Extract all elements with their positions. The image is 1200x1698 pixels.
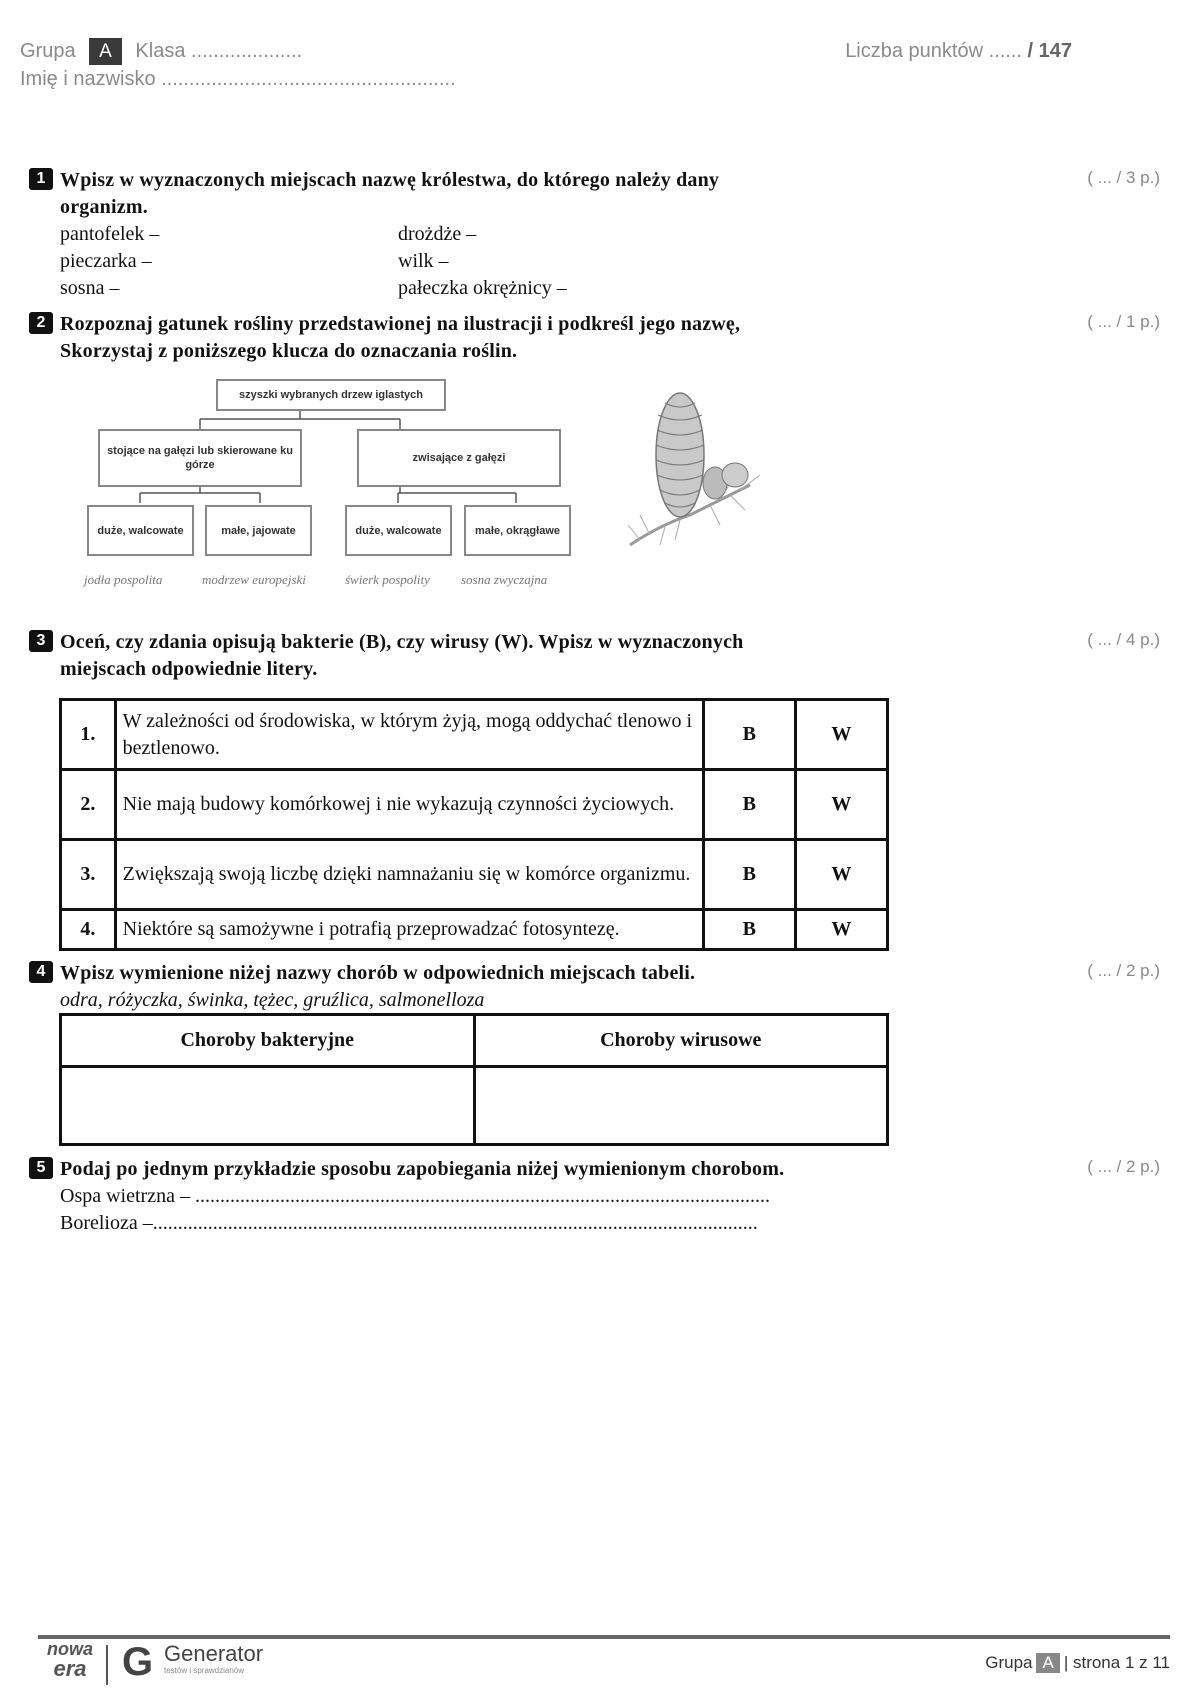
generator-title: Generator [164, 1641, 264, 1666]
question-3-line2: miejscach odpowiednie litery. [60, 658, 318, 680]
answer-w-cell[interactable]: W [795, 910, 887, 950]
group-badge: A [89, 38, 122, 65]
question-5-number: 5 [29, 1157, 53, 1179]
logo-nowa: nowa [46, 1639, 93, 1659]
bacteria-virus-table [59, 698, 889, 951]
name-label: Imię i nazwisko ..................................................... [20, 68, 456, 90]
col-viral: Choroby wirusowe [474, 1015, 888, 1067]
bacterial-answer-cell[interactable] [61, 1067, 475, 1145]
table-row [61, 700, 888, 770]
table-answer-row [61, 1067, 888, 1145]
question-4-score: ( ... / 2 p.) [1087, 961, 1160, 980]
logo-separator [106, 1645, 108, 1685]
disease-list: odra, różyczka, świnka, tężec, gruźlica, salmonelloza [60, 989, 485, 1011]
generator-logo [164, 1642, 263, 1676]
species-label: sosna zwyczajna [461, 572, 548, 587]
question-4-text: Wpisz wymienione niżej nazwy chorób w odpowiednich miejscach tabeli. [60, 962, 696, 984]
question-3-score: ( ... / 4 p.) [1087, 630, 1160, 649]
q1-item: sosna – [60, 277, 120, 299]
key-node-right: zwisające z gałęzi [357, 429, 561, 487]
question-1-line2: organizm. [60, 196, 148, 218]
logo-era: era [53, 1656, 87, 1681]
question-2-text [60, 311, 740, 365]
row-number: 1. [61, 700, 116, 770]
species-label: świerk pospolity [345, 572, 430, 587]
answer-line-chickenpox[interactable]: Ospa wietrzna – ................................................................................................................... [60, 1185, 770, 1207]
answer-w-cell[interactable]: W [795, 770, 887, 840]
generator-subtitle: testów i sprawdzianów [164, 1666, 245, 1675]
table-header-row [61, 1015, 888, 1067]
row-number: 4. [61, 910, 116, 950]
key-root: szyszki wybranych drzew iglastych [216, 379, 446, 411]
question-4-number: 4 [29, 961, 53, 983]
page-number: | strona 1 z 11 [1063, 1653, 1170, 1672]
footer-group-label: Grupa [985, 1653, 1033, 1672]
key-leaf: duże, walcowate [87, 505, 194, 556]
q1-item: pantofelek – [60, 223, 160, 245]
question-1-line1: Wpisz w wyznaczonych miejscach nazwę królestwa, do którego należy dany [60, 169, 720, 191]
question-2-line1: Rozpoznaj gatunek rośliny przedstawionej na ilustracji i podkreśl jego nazwę, [60, 313, 741, 335]
points-label: Liczba punktów ...... [845, 40, 1028, 62]
table-row [61, 770, 888, 840]
key-leaf: duże, walcowate [345, 505, 452, 556]
row-statement: Nie mają budowy komórkowej i nie wykazują czynności życiowych. [115, 770, 703, 840]
row-statement: Niektóre są samożywne i potrafią przeprowadzać fotosyntezę. [115, 910, 703, 950]
footer-divider [38, 1635, 1170, 1639]
answer-w-cell[interactable]: W [795, 840, 887, 910]
group-label: Grupa [20, 40, 76, 62]
question-1-text [60, 167, 719, 221]
question-3-line1: Oceń, czy zdania opisują bakterie (B), czy wirusy (W). Wpisz w wyznaczonych [60, 631, 744, 653]
q1-item: pieczarka – [60, 250, 152, 272]
generator-g-icon: G [122, 1640, 154, 1684]
row-number: 3. [61, 840, 116, 910]
nowa-era-logo [40, 1640, 100, 1680]
q1-item: wilk – [398, 250, 449, 272]
row-number: 2. [61, 770, 116, 840]
answer-w-cell[interactable]: W [795, 700, 887, 770]
q1-item: pałeczka okrężnicy – [398, 277, 567, 299]
footer-page-info [985, 1653, 1170, 1673]
answer-b-cell[interactable]: B [703, 910, 795, 950]
header-group-row [20, 38, 302, 65]
q1-item: drożdże – [398, 223, 477, 245]
species-label: jodła pospolita [84, 572, 163, 587]
key-leaf: małe, jajowate [205, 505, 312, 556]
key-leaf: małe, okrągławe [464, 505, 571, 556]
row-statement: Zwiększają swoją liczbę dzięki namnażaniu się w komórce organizmu. [115, 840, 703, 910]
question-5-score: ( ... / 2 p.) [1087, 1157, 1160, 1176]
answer-b-cell[interactable]: B [703, 840, 795, 910]
key-node-left: stojące na gałęzi lub skierowane ku górze [98, 429, 302, 487]
viral-answer-cell[interactable] [474, 1067, 888, 1145]
points-field [845, 40, 1072, 63]
answer-b-cell[interactable]: B [703, 700, 795, 770]
row-statement: W zależności od środowiska, w którym żyją, mogą oddychać tlenowo i beztlenowo. [115, 700, 703, 770]
question-1-number: 1 [29, 168, 53, 190]
col-bacterial: Choroby bakteryjne [61, 1015, 475, 1067]
question-2-number: 2 [29, 312, 53, 334]
conifer-cone-illustration [620, 375, 770, 555]
class-label: Klasa .................... [135, 40, 303, 62]
species-label: modrzew europejski [202, 572, 306, 587]
question-3-number: 3 [29, 630, 53, 652]
answer-b-cell[interactable]: B [703, 770, 795, 840]
question-5-text: Podaj po jednym przykładzie sposobu zapobiegania niżej wymienionym chorobom. [60, 1158, 785, 1180]
answer-line-lyme[interactable]: Borelioza –......................................................................................................................... [60, 1212, 758, 1234]
question-1-score: ( ... / 3 p.) [1087, 168, 1160, 187]
question-2-score: ( ... / 1 p.) [1087, 312, 1160, 331]
question-2-line2: Skorzystaj z poniższego klucza do oznaczania roślin. [60, 340, 518, 362]
question-3-text [60, 629, 743, 683]
table-row [61, 840, 888, 910]
footer-group-badge: A [1036, 1653, 1059, 1673]
points-total: / 147 [1027, 40, 1072, 62]
table-row [61, 910, 888, 950]
disease-table [59, 1013, 889, 1146]
